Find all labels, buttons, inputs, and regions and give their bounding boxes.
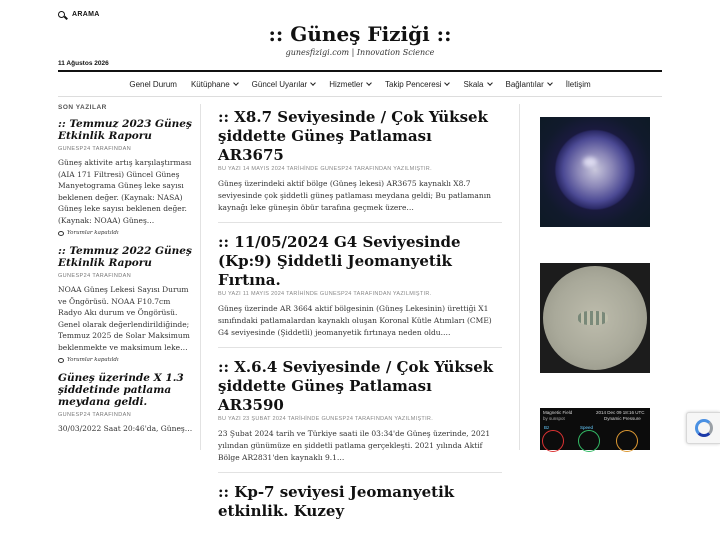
gauge-dial (578, 430, 600, 452)
dashboard-subtitle-left: by sunspot (543, 416, 565, 421)
nav-item-takip-penceresi[interactable] (385, 76, 449, 92)
nav-item-kutuphane[interactable] (191, 76, 238, 92)
recaptcha-badge[interactable] (686, 412, 720, 444)
list-item (58, 245, 193, 363)
main-posts (218, 108, 502, 539)
nav-label: Güncel Uyarılar (251, 79, 308, 89)
post-title[interactable]: :: Kp-7 seviyesi Jeomanyetik etkinlik. Kuzey (218, 483, 455, 520)
recent-post-author[interactable]: GUNESP24 TARAFINDAN (58, 412, 132, 418)
post-title[interactable]: :: X8.7 Seviyesinde / Çok Yüksek şiddette Güneş Patlaması AR3675 (218, 108, 488, 164)
column-divider (519, 104, 520, 450)
recent-post-author[interactable]: GUNESP24 TARAFINDAN (58, 273, 132, 279)
column-divider (200, 104, 201, 450)
space-weather-dashboard[interactable] (540, 408, 650, 450)
comments-label: Yorumlar kapatıldı (67, 357, 119, 363)
nav-label: Skala (463, 79, 484, 89)
nav-label: Hizmetler (329, 79, 363, 89)
sun-euv-image[interactable] (540, 117, 650, 227)
nav-item-skala[interactable] (463, 76, 491, 92)
nav-label: Takip Penceresi (385, 79, 442, 89)
dashboard-title-left: Magnetic Field (543, 410, 573, 415)
chevron-down-icon (547, 80, 553, 86)
recent-post-author[interactable]: GUNESP24 TARAFINDAN (58, 146, 132, 152)
dashboard-timestamp: 2014 Dec 09 18:16 UTC (596, 410, 645, 415)
header-divider (58, 70, 662, 72)
comment-bubble-icon (58, 358, 64, 363)
post-excerpt: Güneş üzerinde AR 3664 aktif bölgesinin (Güneş Lekesinin) ürettiği X1 sınıfındaki patlamalardan kaynaklı oluşan Koronal Kütle Atımları (CME) G4 seviyesinde (Şiddetli) jeomanyetik fırtınaya neden oldu.… (218, 304, 492, 337)
search-label: ARAMA (72, 10, 100, 18)
comment-bubble-icon (58, 231, 64, 236)
chevron-down-icon (487, 80, 493, 86)
current-date: 11 Ağustos 2026 (58, 60, 109, 67)
post-card (218, 108, 502, 223)
dashboard-title-right: Dynamic Pressure (604, 416, 641, 421)
nav-label: Genel Durum (129, 79, 177, 89)
recent-post-excerpt: 30/03/2022 Saat 20:46'da, Güneş… (58, 424, 193, 433)
search-link[interactable] (58, 8, 100, 20)
gauge-dial (542, 430, 564, 452)
chevron-down-icon (310, 80, 316, 86)
site-title[interactable]: :: Güneş Fiziği :: (268, 22, 452, 46)
post-meta: BU YAZI 14 MAYIS 2024 TARİHİNDE GUNESP24 TARAFINDAN YAZILMIŞTIR. (218, 166, 432, 172)
recent-post-title[interactable]: :: Temmuz 2023 Güneş Etkinlik Raporu (58, 118, 192, 142)
comments-label: Yorumlar kapatıldı (67, 230, 119, 236)
post-excerpt: 23 Şubat 2024 tarih ve Türkiye saati ile 03:34'de Güneş üzerinde, 2021 yılından günümüze en şiddetli patlama gerçekleşti. 2021 yılında Aktif Bölge AR2831'den kaynaklı 9.1… (218, 429, 491, 462)
sun-magnetogram-image[interactable] (540, 263, 650, 373)
search-icon (58, 11, 65, 18)
nav-divider (58, 96, 662, 97)
gauge-label: Speed (580, 425, 594, 430)
recent-post-excerpt: Güneş aktivite artış karşılaştırması (AIA 171 Filtresi) Güncel Güneş Manyetograma Güneş leke sayısı beklenen değer. (Kaynak: NASA) Güneş leke sayısı beklenen değer. (Kaynak: NOAA) Güneş… (58, 158, 192, 225)
recent-post-title[interactable]: Güneş üzerinde X 1.3 şiddetinde patlama meydana geldi. (58, 372, 184, 408)
comments-status (58, 230, 193, 236)
comments-status (58, 357, 193, 363)
post-title[interactable]: :: X.6.4 Seviyesinde / Çok Yüksek şiddette Güneş Patlaması AR3590 (218, 358, 494, 414)
post-excerpt: Güneş üzerindeki aktif bölge (Güneş lekesi) AR3675 kaynaklı X8.7 seviyesinde çok şiddetli güneş patlaması meydana geldi; Bu patlamanın kaynağı leke güneşin öbür tarafına geçmek üzere… (218, 179, 491, 212)
chevron-down-icon (445, 80, 451, 86)
list-item (58, 118, 193, 236)
chevron-down-icon (233, 80, 239, 86)
nav-item-iletisim[interactable] (566, 76, 591, 92)
site-tagline: gunesfizigi.com | Innovation Science (285, 48, 435, 57)
post-card (218, 483, 502, 529)
post-meta: BU YAZI 23 ŞUBAT 2024 TARİHİNDE GUNESP24 TARAFINDAN YAZILMIŞTIR. (218, 416, 434, 422)
main-nav (58, 76, 662, 92)
post-meta: BU YAZI 11 MAYIS 2024 TARİHİNDE GUNESP24 TARAFINDAN YAZILMIŞTIR. (218, 291, 432, 297)
post-card (218, 358, 502, 473)
recent-posts-heading: SON YAZILAR (58, 104, 107, 111)
nav-label: Bağlantılar (505, 79, 544, 89)
recent-post-title[interactable]: :: Temmuz 2022 Güneş Etkinlik Raporu (58, 245, 192, 269)
list-item (58, 372, 193, 435)
recent-posts-sidebar (58, 104, 193, 444)
nav-item-baglantilar[interactable] (506, 76, 552, 92)
post-title[interactable]: :: 11/05/2024 G4 Seviyesinde (Kp:9) Şiddetli Jeomanyetik Fırtına. (218, 233, 461, 289)
chevron-down-icon (366, 80, 372, 86)
gauge-dial (616, 430, 638, 452)
nav-label: Kütüphane (190, 79, 230, 89)
nav-label: İletişim (565, 79, 591, 89)
recaptcha-icon (695, 419, 713, 437)
recent-post-excerpt: NOAA Güneş Lekesi Sayısı Durum ve Öngörüsü. NOAA F10.7cm Radyo Akı durum ve Öngörüsü. Genel olarak değerlendirildiğinde; Temmuz 2025 de Solar Maksimum beklenmekte ve maksimum leke… (58, 285, 190, 352)
gauge-label: Bz (544, 425, 550, 430)
nav-item-hizmetler[interactable] (329, 76, 371, 92)
nav-item-genel-durum[interactable] (129, 76, 177, 92)
post-card (218, 233, 502, 348)
nav-item-guncel-uyarilar[interactable] (252, 76, 316, 92)
